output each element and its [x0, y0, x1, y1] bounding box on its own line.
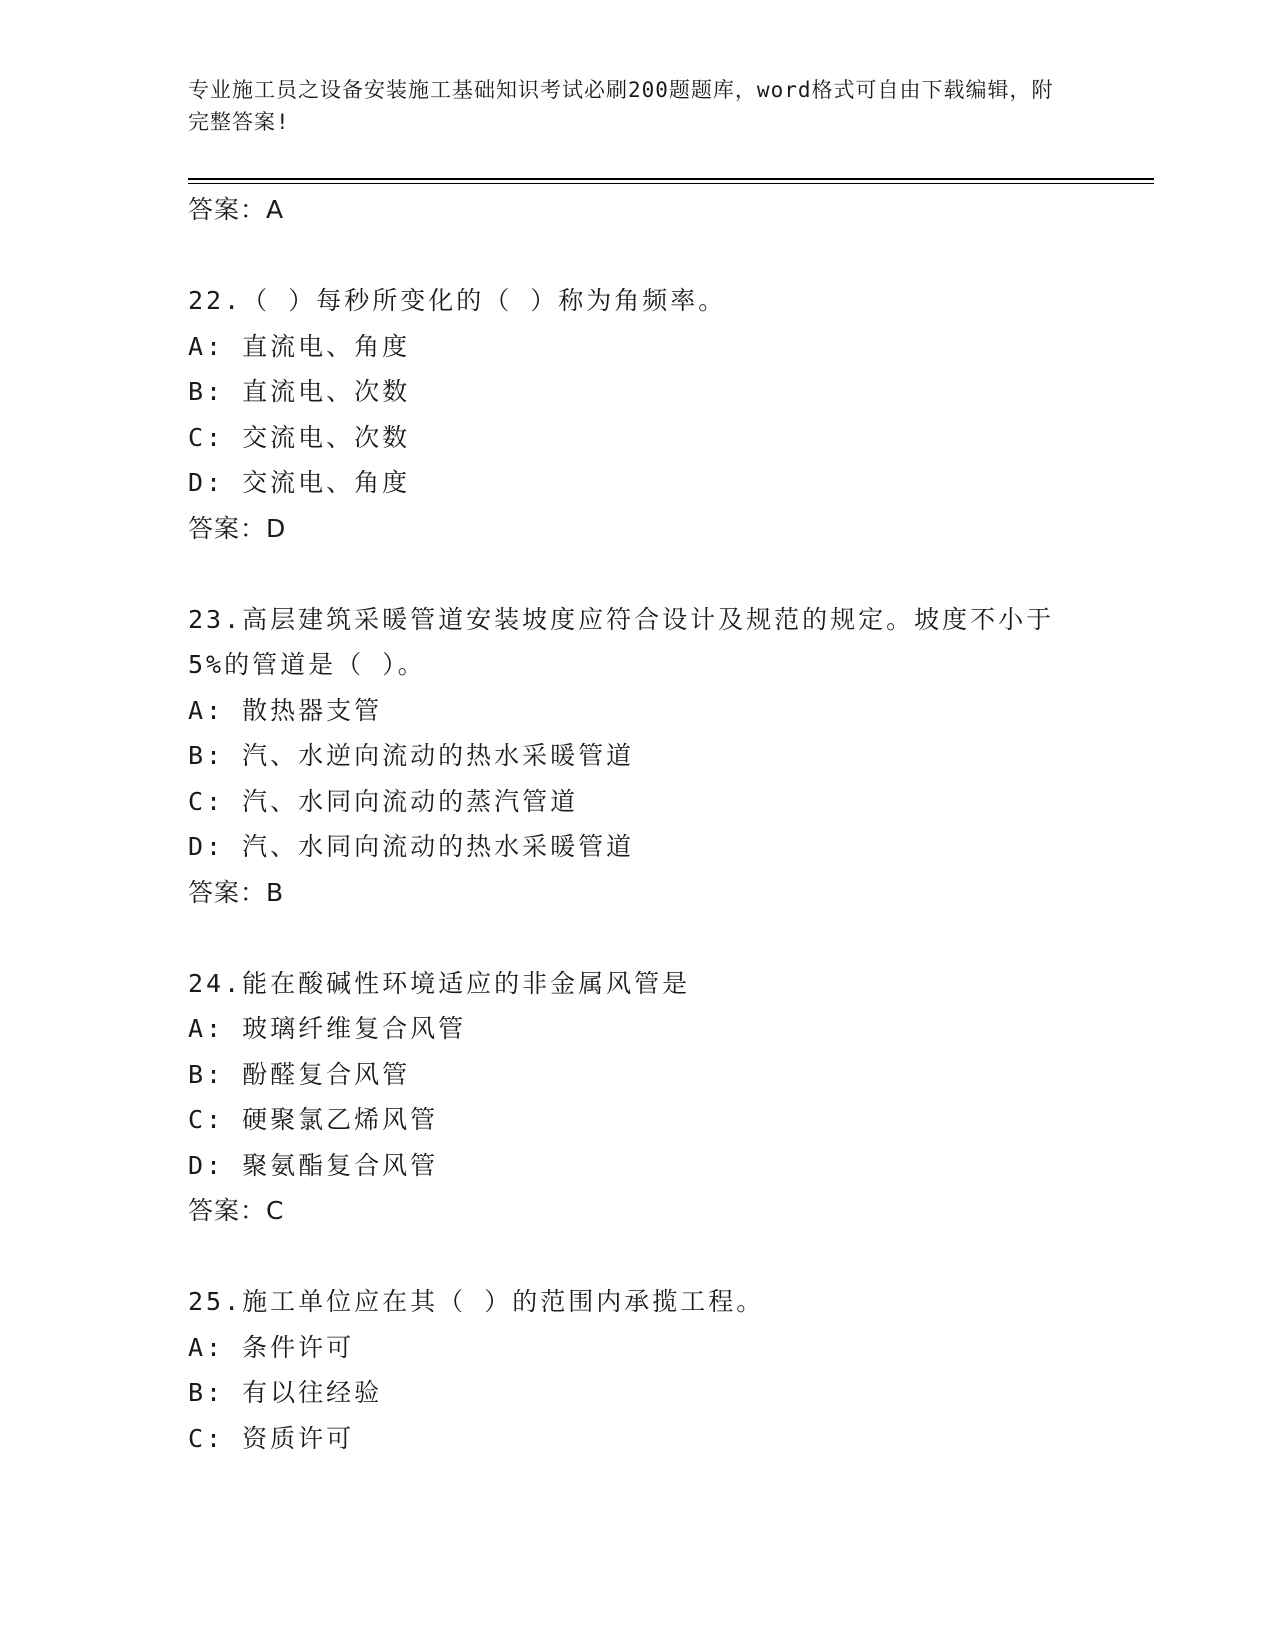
option-d: D: 交流电、角度 [188, 468, 411, 497]
spacer [188, 551, 1088, 597]
option-a: A: 直流电、角度 [188, 331, 411, 361]
question-text-continued: 5%的管道是（ ）。 [188, 650, 426, 679]
spacer [188, 1234, 1088, 1280]
question-text: 24.能在酸碱性环境适应的非金属风管是 [188, 968, 691, 998]
option-b: B: 直流电、次数 [188, 377, 411, 406]
question-list [188, 187, 1088, 1461]
option-c: C: 资质许可 [188, 1423, 355, 1453]
question-23 [188, 597, 1088, 916]
question-22 [188, 278, 1088, 551]
option-a: A: 条件许可 [188, 1332, 355, 1362]
question-text: 25.施工单位应在其（ ）的范围内承揽工程。 [188, 1287, 765, 1316]
question-24 [188, 961, 1088, 1234]
option-c: C: 硬聚氯乙烯风管 [188, 1105, 439, 1134]
option-b: B: 汽、水逆向流动的热水采暖管道 [188, 741, 635, 770]
answer-line: 答案：D [188, 513, 287, 543]
option-d: D: 聚氨酯复合风管 [188, 1150, 439, 1180]
answer-line: 答案：A [188, 195, 285, 224]
answer-line: 答案：B [188, 877, 285, 907]
spacer [188, 915, 1088, 961]
question-text: 22.（ ）每秒所变化的（ ）称为角频率。 [188, 286, 727, 315]
document-header: 专业施工员之设备安装施工基础知识考试必刷200题题库，word格式可自由下载编辑，附完整答案! [188, 78, 1054, 134]
option-b: B: 酚醛复合风管 [188, 1059, 411, 1089]
option-c: C: 交流电、次数 [188, 422, 411, 452]
option-c: C: 汽、水同向流动的蒸汽管道 [188, 786, 579, 816]
question-25 [188, 1279, 1088, 1461]
option-b: B: 有以往经验 [188, 1378, 383, 1407]
header-rule [188, 178, 1154, 180]
header-rule-thin [188, 183, 1154, 184]
spacer [188, 233, 1088, 279]
option-a: A: 散热器支管 [188, 695, 383, 725]
question-text: 23.高层建筑采暖管道安装坡度应符合设计及规范的规定。坡度不小于 [188, 604, 1055, 634]
option-a: A: 玻璃纤维复合风管 [188, 1014, 467, 1043]
option-d: D: 汽、水同向流动的热水采暖管道 [188, 832, 635, 861]
answer-line: 答案：C [188, 1196, 285, 1225]
